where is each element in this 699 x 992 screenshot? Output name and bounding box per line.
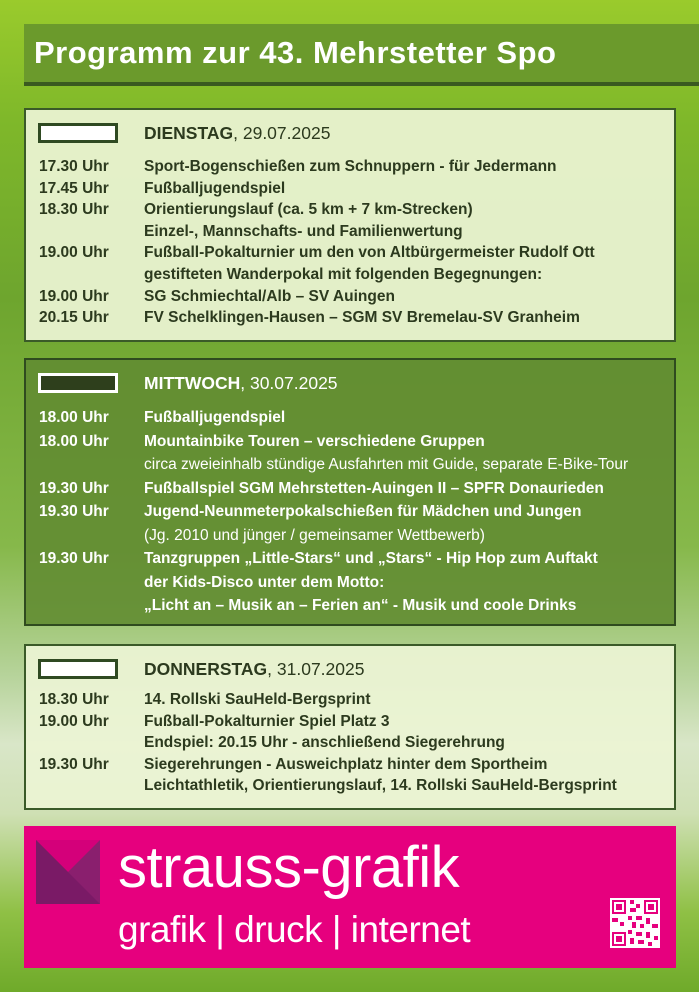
schedule-time (39, 453, 144, 477)
schedule-time: 19.30 Uhr (39, 503, 109, 520)
qr-code-icon (610, 898, 660, 948)
brand-name: strauss-grafik (118, 835, 460, 900)
schedule-time: 19.30 Uhr (39, 755, 109, 773)
day-weekday: DIENSTAG (144, 123, 234, 143)
schedule-list (39, 406, 666, 618)
day-panel-mittwoch (24, 358, 676, 626)
schedule-time: 19.00 Uhr (39, 287, 109, 305)
day-marker-bar (38, 373, 118, 393)
schedule-time (39, 221, 144, 243)
schedule-row (39, 199, 666, 221)
schedule-time: 19.00 Uhr (39, 712, 109, 730)
schedule-text: (Jg. 2010 und jünger / gemeinsamer Wettbewerb) (144, 526, 485, 544)
schedule-text: SG Schmiechtal/Alb – SV Auingen (144, 287, 395, 305)
schedule-time: 20.15 Uhr (39, 309, 109, 327)
schedule-row (39, 264, 666, 286)
schedule-row (39, 242, 666, 264)
schedule-time: 17.30 Uhr (39, 158, 109, 175)
schedule-text: circa zweieinhalb stündige Ausfahrten mit Guide, separate E-Bike-Tour (144, 456, 629, 473)
schedule-time (39, 264, 144, 286)
page-title: Programm zur 43. Mehrstetter Spo (34, 35, 557, 70)
schedule-text: Fußballjugendspiel (144, 179, 286, 197)
schedule-time: 17.45 Uhr (39, 179, 109, 197)
schedule-row (39, 711, 666, 733)
schedule-time (39, 571, 144, 595)
schedule-text: Fußball-Pokalturnier um den von Altbürgermeister Rudolf Ott (144, 244, 595, 262)
schedule-text: Sport-Bogenschießen zum Schnuppern - für Jedermann (144, 158, 557, 175)
schedule-row (39, 221, 666, 243)
schedule-list (39, 689, 666, 797)
schedule-text: „Licht an – Musik an – Ferien an“ - Musik und coole Drinks (144, 597, 577, 614)
day-title (144, 122, 330, 144)
schedule-text: Jugend-Neunmeterpokalschießen für Mädchen und Jungen (144, 503, 582, 520)
schedule-text: gestifteten Wanderpokal mit folgenden Begegnungen: (144, 265, 543, 283)
schedule-row (39, 477, 666, 501)
day-weekday: DONNERSTAG (144, 659, 268, 679)
schedule-row (39, 732, 666, 754)
day-date: , 30.07.2025 (240, 373, 338, 393)
day-marker-bar (38, 123, 118, 143)
schedule-text: Leichtathletik, Orientierungslauf, 14. Rollski SauHeld-Bergsprint (144, 777, 617, 795)
schedule-row (39, 430, 666, 454)
schedule-row (39, 689, 666, 711)
schedule-time: 18.00 Uhr (39, 432, 109, 450)
schedule-time (39, 775, 144, 797)
strauss-grafik-advert (24, 826, 676, 968)
schedule-row (39, 594, 666, 618)
day-title (144, 658, 364, 680)
day-panel-dienstag (24, 108, 676, 342)
schedule-text: Einzel-, Mannschafts- und Familienwertung (144, 222, 463, 240)
day-title (144, 372, 338, 394)
schedule-text: Endspiel: 20.15 Uhr - anschließend Siegerehrung (144, 734, 505, 752)
schedule-row (39, 571, 666, 595)
schedule-row (39, 156, 666, 178)
schedule-text: FV Schelklingen-Hausen – SGM SV Bremelau-SV Granheim (144, 309, 580, 327)
schedule-row (39, 547, 666, 571)
schedule-time: 18.00 Uhr (39, 409, 109, 426)
schedule-time: 19.00 Uhr (39, 244, 109, 262)
schedule-text: Tanzgruppen „Little-Stars“ und „Stars“ - Hip Hop zum Auftakt (144, 550, 598, 567)
schedule-text: Orientierungslauf (ca. 5 km + 7 km-Strecken) (144, 201, 473, 219)
schedule-row (39, 524, 666, 548)
schedule-row (39, 754, 666, 776)
schedule-row (39, 286, 666, 308)
schedule-list (39, 156, 666, 329)
title-bar (24, 24, 699, 86)
day-weekday: MITTWOCH (144, 373, 241, 393)
day-marker-holder (38, 658, 118, 680)
schedule-time: 19.30 Uhr (39, 479, 109, 497)
day-marker-bar (38, 659, 118, 679)
schedule-row (39, 453, 666, 477)
schedule-text: Fußballspiel SGM Mehrstetten-Auingen II – SPFR Donaurieden (144, 479, 604, 497)
schedule-row (39, 406, 666, 430)
schedule-time (39, 594, 144, 618)
schedule-time: 18.30 Uhr (39, 691, 109, 708)
schedule-time: 18.30 Uhr (39, 201, 109, 219)
schedule-time: 19.30 Uhr (39, 550, 109, 567)
schedule-row (39, 307, 666, 329)
schedule-text: Fußball-Pokalturnier Spiel Platz 3 (144, 712, 390, 730)
day-panel-donnerstag (24, 644, 676, 810)
day-date: , 31.07.2025 (267, 659, 365, 679)
schedule-time (39, 732, 144, 754)
schedule-text: Siegerehrungen - Ausweichplatz hinter dem Sportheim (144, 755, 548, 773)
day-date: , 29.07.2025 (233, 123, 331, 143)
folded-square-icon (36, 840, 100, 904)
day-marker-holder (38, 372, 118, 394)
schedule-text: 14. Rollski SauHeld-Bergsprint (144, 691, 371, 708)
schedule-text: Fußballjugendspiel (144, 409, 286, 426)
schedule-row (39, 775, 666, 797)
day-marker-holder (38, 122, 118, 144)
brand-tagline: grafik | druck | internet (118, 909, 471, 950)
schedule-time (39, 524, 144, 548)
schedule-row (39, 500, 666, 524)
schedule-text: der Kids-Disco unter dem Motto: (144, 573, 385, 591)
schedule-row (39, 178, 666, 200)
schedule-text: Mountainbike Touren – verschiedene Gruppen (144, 432, 485, 450)
